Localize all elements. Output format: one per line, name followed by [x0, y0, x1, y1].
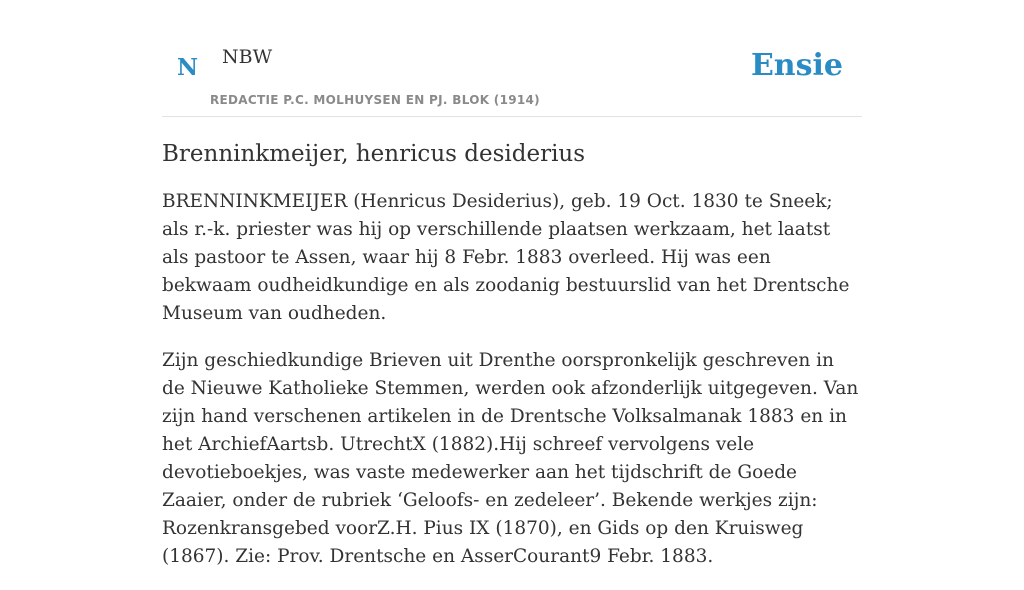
article-title: Brenninkmeijer, henricus desiderius [162, 141, 586, 167]
source-name[interactable]: NBW [222, 46, 273, 68]
source-header [162, 0, 862, 117]
article [162, 140, 862, 590]
article-paragraph-2: Zijn geschiedkundige Brieven uit Drenthe oorspronkelijk geschreven in de Nieuwe Katholieke Stemmen, werden ook afzonderlijk uitgegeven. Van zijn hand verschenen artikelen in de Drentsche Volksalmanak 1883 en in het ArchiefAartsb. UtrechtX (1882).Hij schreef vervolgens vele devotieboekjes, was vaste medewerker aan het tijdschrift de Goede Zaaier, onder de rubriek ‘Geloofs- en zedeleer’. Bekende werkjes zijn: Rozenkransgebed voorZ.H. Pius IX (1870), en Gids op den Kruisweg (1867). Zie: Prov. Drentsche en AsserCourant9 Febr. 1883. [162, 349, 859, 567]
article-paragraph-1: BRENNINKMEIJER (Henricus Desiderius), geb. 19 Oct. 1830 te Sneek; als r.-k. priester was hij op verschillende plaatsen werkzaam, het laatst als pastoor te Assen, waar hij 8 Febr. 1883 overleed. Hij was een bekwaam oudheidkundige en als zoodanig bestuurslid van het Drentsche Museum van oudheden. [162, 190, 850, 324]
source-subtitle: REDACTIE P.C. MOLHUYSEN EN PJ. BLOK (1914) [210, 93, 540, 107]
source-logo-icon[interactable]: N [177, 54, 199, 81]
ensie-logo[interactable]: Ensie [750, 48, 843, 83]
